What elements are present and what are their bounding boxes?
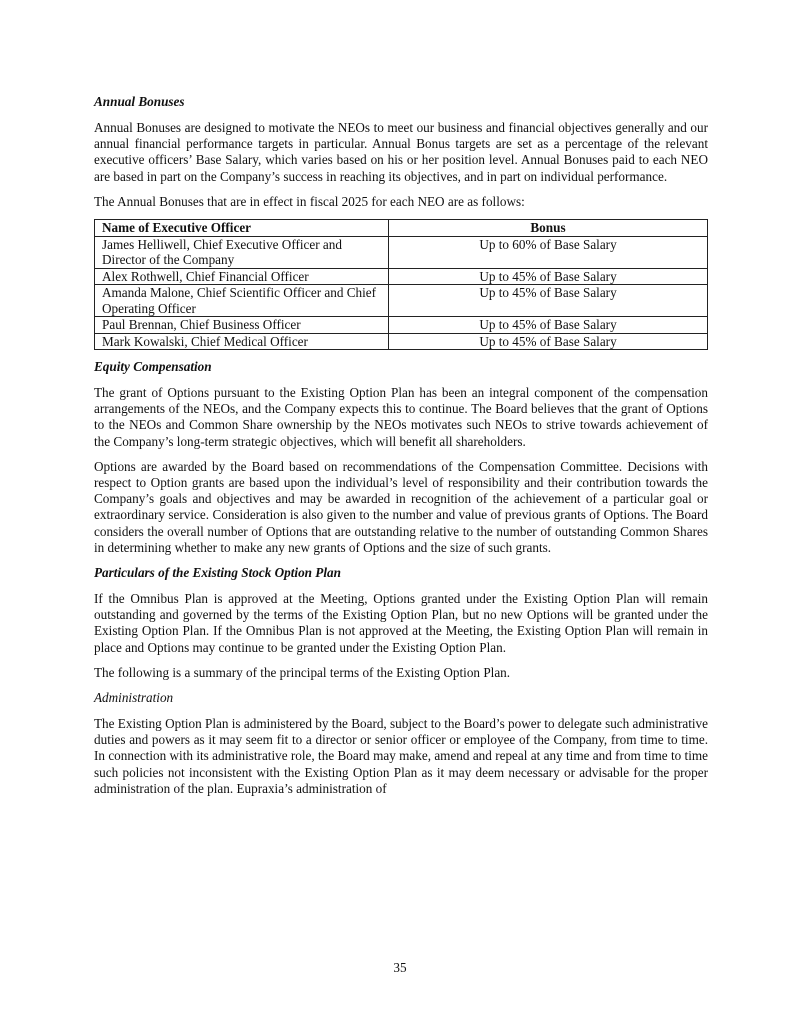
officer-name: Amanda Malone, Chief Scientific Officer and Chief Operating Officer <box>95 285 389 317</box>
bonus-value: Up to 45% of Base Salary <box>389 285 708 317</box>
officer-name: James Helliwell, Chief Executive Officer and Director of the Company <box>95 236 389 268</box>
annual-bonuses-paragraph-1: Annual Bonuses are designed to motivate the NEOs to meet our business and financial objectives generally and our annual financial performance targets in particular. Annual Bonus targets are set as a percentage of the relevant executive officers’ Base Salary, which varies based on his or her position level. Annual Bonuses paid to each NEO are based in part on the Company’s success in reaching its objectives, and in part on individual performance. <box>94 120 708 184</box>
particulars-paragraph-1: If the Omnibus Plan is approved at the Meeting, Options granted under the Existing Option Plan will remain outstanding and governed by the terms of the Existing Option Plan, but no new Options will be granted under the Existing Option Plan. If the Omnibus Plan is not approved at the Meeting, the Existing Option Plan will remain in place and Options may continue to be granted under the Existing Option Plan. <box>94 591 708 655</box>
equity-compensation-heading: Equity Compensation <box>94 359 212 375</box>
annual-bonuses-paragraph-2: The Annual Bonuses that are in effect in fiscal 2025 for each NEO are as follows: <box>94 193 525 209</box>
particulars-heading: Particulars of the Existing Stock Option Plan <box>94 565 341 581</box>
table-row <box>95 236 708 268</box>
bonus-value: Up to 45% of Base Salary <box>389 333 708 350</box>
particulars-paragraph-2: The following is a summary of the principal terms of the Existing Option Plan. <box>94 664 511 680</box>
table-row <box>95 333 708 350</box>
equity-paragraph-1: The grant of Options pursuant to the Existing Option Plan has been an integral component of the compensation arrangements of the NEOs, and the Company expects this to continue. The Board believes that the grant of Options to the NEOs and Common Share ownership by the NEOs motivates such NEOs to strive towards achievement of the Company’s long-term strategic objectives, which will benefit all shareholders. <box>94 385 708 449</box>
document-page <box>94 94 708 806</box>
bonus-table <box>94 219 708 350</box>
officer-name: Alex Rothwell, Chief Financial Officer <box>95 268 389 285</box>
table-row <box>95 285 708 317</box>
table-header-bonus: Bonus <box>389 220 708 237</box>
table-header-name: Name of Executive Officer <box>95 220 389 237</box>
administration-paragraph-1: The Existing Option Plan is administered by the Board, subject to the Board’s power to delegate such administrative duties and powers as it may seem fit to a director or senior officer or employee of the Company, from time to time. In connection with its administrative role, the Board may make, amend and repeal at any time and from time to time such policies not inconsistent with the Existing Option Plan as it may deem necessary or advisable for the proper administration of the plan. Eupraxia’s administration of <box>94 716 708 796</box>
table-row <box>95 268 708 285</box>
bonus-value: Up to 45% of Base Salary <box>389 317 708 334</box>
page-number: 35 <box>393 960 407 975</box>
officer-name: Mark Kowalski, Chief Medical Officer <box>95 333 389 350</box>
administration-subheading: Administration <box>94 690 174 706</box>
bonus-value: Up to 45% of Base Salary <box>389 268 708 285</box>
bonus-value: Up to 60% of Base Salary <box>389 236 708 268</box>
officer-name: Paul Brennan, Chief Business Officer <box>95 317 389 334</box>
annual-bonuses-heading: Annual Bonuses <box>94 94 185 109</box>
table-row <box>95 317 708 334</box>
table-header-row <box>95 220 708 237</box>
equity-paragraph-2: Options are awarded by the Board based on recommendations of the Compensation Committee. Decisions with respect to Option grants are based upon the individual’s level of responsibility and their contribution towards the Company’s goals and objectives and may be awarded in recognition of the achievement of a particular goal or extraordinary service. Consideration is also given to the number and value of previous grants of Options. The Board considers the overall number of Options that are outstanding relative to the number of outstanding Common Shares in determining whether to make any new grants of Options and the size of such grants. <box>94 458 708 555</box>
